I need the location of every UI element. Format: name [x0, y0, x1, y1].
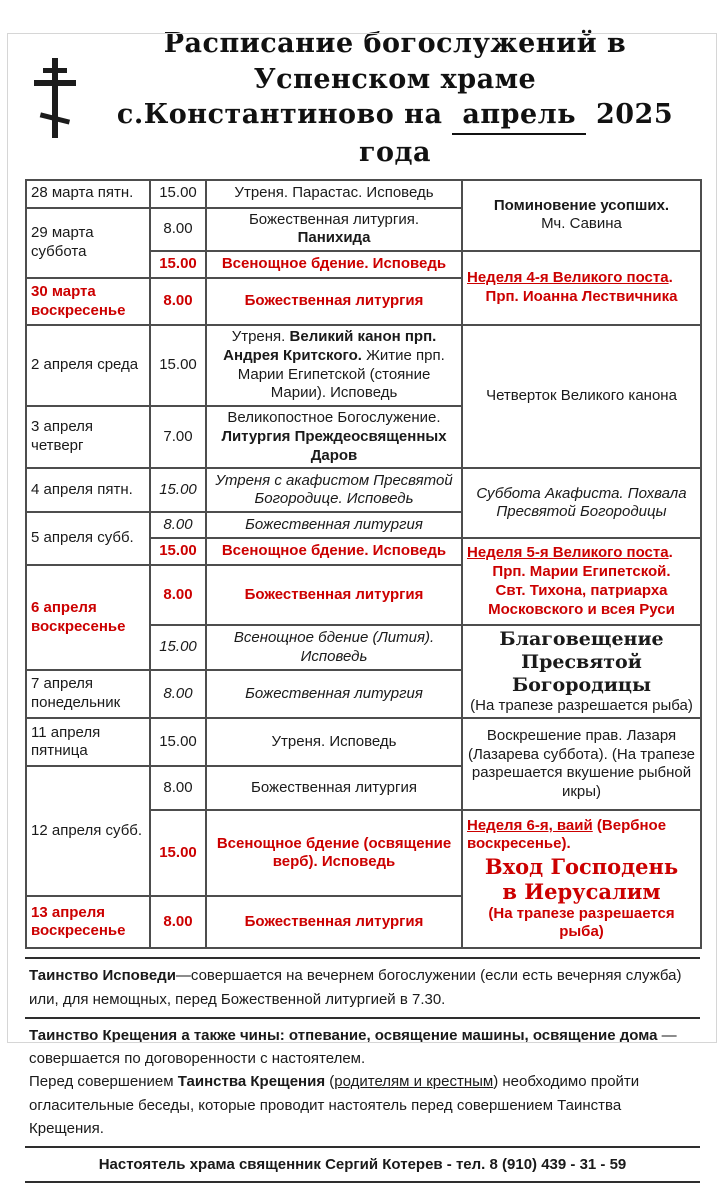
- time-cell: 7.00: [150, 406, 206, 468]
- service-cell: Всенощное бдение (Лития). Исповедь: [206, 625, 462, 670]
- baptism-note-paragraph-2: [29, 1070, 696, 1140]
- confession-note: [25, 957, 700, 1017]
- page-title-line1: Расписание богослужений в Успенском храме: [163, 28, 627, 95]
- date-cell: 30 марта воскресенье: [26, 278, 150, 325]
- date-cell: 29 марта суббота: [26, 208, 150, 279]
- date-cell: 7 апреля понедельник: [26, 670, 150, 718]
- time-cell: 8.00: [150, 896, 206, 948]
- feast-title: [467, 269, 696, 288]
- feast-cell: [462, 810, 701, 948]
- feast-title: Поминовение усопших.: [493, 196, 670, 214]
- schedule-table: [25, 179, 702, 950]
- schedule-row: [26, 468, 701, 512]
- baptism-note-text: (: [325, 1073, 335, 1091]
- service-cell: Утреня с акафистом Пресвятой Богородице. Исповедь: [206, 468, 462, 512]
- time-cell: 15.00: [150, 325, 206, 406]
- service-text-bold: Панихида: [297, 229, 371, 247]
- page-title: [86, 26, 704, 171]
- date-cell: 4 апреля пятн.: [26, 468, 150, 512]
- time-cell: 15.00: [150, 180, 206, 208]
- service-cell: Утреня. Парастас. Исповедь: [206, 180, 462, 208]
- feast-cell: Суббота Акафиста. Похвала Пресвятой Богородицы: [462, 468, 701, 538]
- time-cell: 8.00: [150, 278, 206, 325]
- feast-title-underlined: Неделя 4-я Великого поста: [467, 269, 669, 287]
- date-cell: 13 апреля воскресенье: [26, 896, 150, 948]
- feast-subtitle: Прп. Иоанна Лествичника: [485, 288, 678, 305]
- service-cell: Божественная литургия: [206, 670, 462, 718]
- feast-title-rest: (Вербное воскресенье).: [467, 816, 667, 853]
- baptism-note-bold: Таинства Крещения: [177, 1073, 326, 1091]
- feast-cell: [462, 251, 701, 325]
- time-cell: 15.00: [150, 251, 206, 278]
- page-title-month: апрель: [452, 97, 586, 135]
- feast-cell: Воскрешение прав. Лазаря (Лазарева суббота). (На трапезе разрешается вкушение рыбной икры): [462, 718, 701, 810]
- feast-note: (На трапезе разрешается рыба): [488, 904, 675, 941]
- time-cell: 15.00: [150, 718, 206, 766]
- feast-title-church-font: в Иерусалим: [502, 879, 661, 905]
- date-cell: 12 апреля субб.: [26, 766, 150, 896]
- schedule-row: [26, 718, 701, 766]
- service-text: Великопостное Богослужение.: [227, 409, 441, 426]
- feast-title: Четверток Великого канона: [486, 387, 677, 405]
- service-cell: Утреня. Исповедь: [206, 718, 462, 766]
- feast-cell: [462, 538, 701, 625]
- feast-title: [467, 544, 696, 563]
- notes-section: [25, 957, 700, 1183]
- baptism-note-underlined: родителям и крестным: [334, 1073, 494, 1091]
- time-cell: 15.00: [150, 538, 206, 565]
- orthodox-cross-icon: [24, 56, 86, 140]
- service-text-bold: Литургия Преждеосвященных Даров: [221, 427, 447, 464]
- confession-note-bold: Таинство Исповеди: [29, 967, 176, 985]
- feast-title-underlined: Неделя 5-я Великого поста: [467, 544, 669, 562]
- time-cell: 8.00: [150, 208, 206, 252]
- baptism-note-paragraph-1: [29, 1024, 696, 1071]
- schedule-row: [26, 180, 701, 208]
- service-cell: Божественная литургия: [206, 565, 462, 625]
- feast-title-dot: .: [668, 269, 673, 287]
- service-cell: [206, 325, 462, 406]
- time-cell: 8.00: [150, 512, 206, 538]
- service-cell: Всенощное бдение. Исповедь: [206, 251, 462, 278]
- service-cell: Всенощное бдение (освящение верб). Исповедь: [206, 810, 462, 896]
- page-title-line2-suffix: 2025 года: [358, 99, 674, 168]
- feast-title: [467, 817, 696, 855]
- date-cell: 3 апреля четверг: [26, 406, 150, 468]
- baptism-note-text: — совершается по договоренности с настоятелем.: [29, 1026, 677, 1068]
- baptism-note-bold: Таинство Крещения а также чины: отпевание, освящение машины, освящение дома: [29, 1026, 658, 1044]
- service-cell: Божественная литургия: [206, 766, 462, 810]
- date-cell: 5 апреля субб.: [26, 512, 150, 565]
- feast-cell: [462, 325, 701, 468]
- feast-note: (На трапезе разрешается рыба): [470, 696, 693, 714]
- confession-note-text: —совершается на вечернем богослужении (если есть вечерняя служба) или, для немощных, перед Божественной литургией в 7.30.: [29, 967, 682, 1008]
- date-cell: 28 марта пятн.: [26, 180, 150, 208]
- feast-subtitle: Свт. Тихона, патриарха Московского и всея Руси: [488, 581, 675, 618]
- feast-cell: [462, 625, 701, 718]
- feast-title-church-font: Вход Господень: [484, 854, 679, 880]
- time-cell: 15.00: [150, 468, 206, 512]
- schedule-row: [26, 325, 701, 406]
- baptism-note: [25, 1017, 700, 1146]
- service-text: Житие прп. Марии Египетской (стояние Марии). Исповедь: [237, 346, 445, 402]
- time-cell: 8.00: [150, 670, 206, 718]
- service-cell: [206, 208, 462, 252]
- service-text-bold: Великий канон прп. Андрея Критского.: [223, 328, 437, 364]
- date-cell: 2 апреля среда: [26, 325, 150, 406]
- service-text: Утреня.: [231, 328, 290, 345]
- date-cell: 6 апреля воскресенье: [26, 565, 150, 670]
- baptism-note-text: ) необходимо пройти огласительные беседы, которые проводит настоятель перед совершением Таинства Крещения.: [29, 1073, 640, 1137]
- time-cell: 8.00: [150, 766, 206, 810]
- service-cell: Божественная литургия: [206, 512, 462, 538]
- service-cell: Божественная литургия: [206, 896, 462, 948]
- page-header: [24, 26, 704, 171]
- time-cell: 15.00: [150, 810, 206, 896]
- feast-title-underlined: Неделя 6-я, ваий: [467, 816, 593, 834]
- rector-footer: Настоятель храма священник Сергий Котерев - тел. 8 (910) 439 - 31 - 59: [25, 1146, 700, 1183]
- feast-cell: [462, 180, 701, 252]
- feast-title-church-font: Благовещение Пресвятой Богородицы: [499, 628, 664, 696]
- page-title-line2-prefix: с.Константиново на: [116, 99, 443, 131]
- service-cell: [206, 406, 462, 468]
- date-cell: 11 апреля пятница: [26, 718, 150, 766]
- feast-title-dot: .: [668, 544, 673, 562]
- service-cell: Божественная литургия: [206, 278, 462, 325]
- service-text: Божественная литургия.: [248, 210, 420, 228]
- feast-subtitle: Прп. Марии Египетской.: [492, 563, 671, 580]
- baptism-note-text: Перед совершением: [29, 1073, 178, 1091]
- time-cell: 15.00: [150, 625, 206, 670]
- feast-subtitle: Мч. Савина: [541, 215, 622, 233]
- time-cell: 8.00: [150, 565, 206, 625]
- service-cell: Всенощное бдение. Исповедь: [206, 538, 462, 565]
